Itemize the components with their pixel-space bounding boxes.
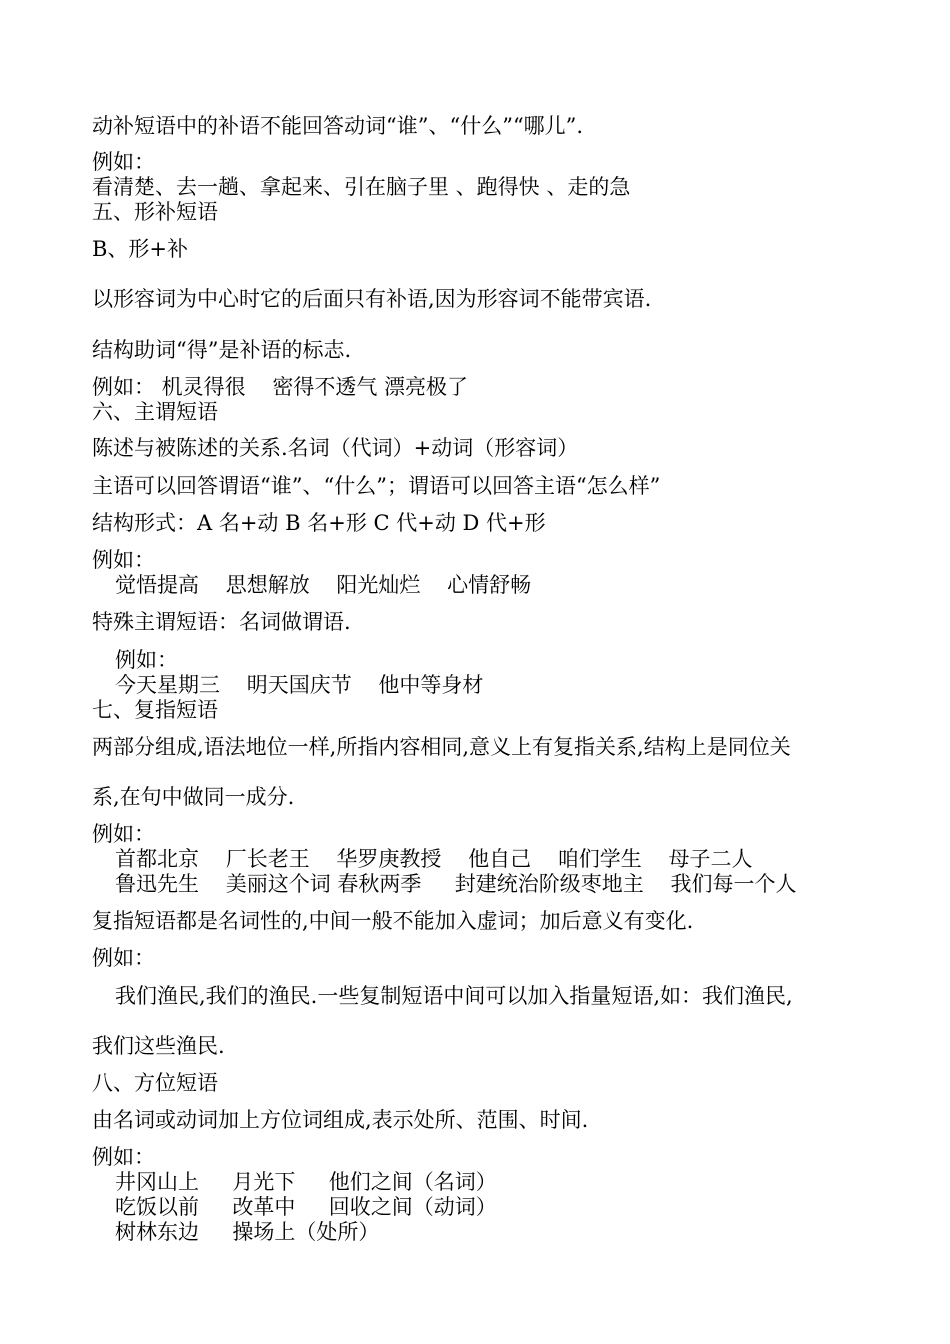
example-line: 鲁迅先生 美丽这个词 春秋两季 封建统治阶级枣地主 我们每一个人 bbox=[115, 872, 797, 896]
example-line: 吃饭以前 改革中 回收之间（动词） bbox=[115, 1195, 497, 1219]
text-line: 以形容词为中心时它的后面只有补语,因为形容词不能带宾语. bbox=[92, 287, 652, 311]
text-line: 结构助词“得”是补语的标志. bbox=[92, 338, 352, 362]
example-line: 井冈山上 月光下 他们之间（名词） bbox=[115, 1170, 497, 1194]
example-label: 例如： bbox=[115, 648, 178, 672]
example-line: 树林东边 操场上（处所） bbox=[115, 1220, 380, 1244]
text-line: 结构形式：A 名+动 B 名+形 C 代+动 D 代+形 bbox=[92, 511, 546, 535]
text-line: 我们这些渔民. bbox=[92, 1034, 225, 1058]
example-label: 例如： bbox=[92, 946, 155, 970]
example-label: 例如： bbox=[92, 1145, 155, 1169]
example-line: 例如： 机灵得很 密得不透气 漂亮极了 bbox=[92, 375, 469, 399]
section-heading: 七、复指短语 bbox=[92, 698, 218, 722]
text-line: 由名词或动词加上方位词组成,表示处所、范围、时间. bbox=[92, 1108, 589, 1132]
example-line: 首都北京 厂长老王 华罗庚教授 他自己 咱们学生 母子二人 bbox=[115, 847, 753, 871]
text-line: 主语可以回答谓语“谁”、“什么”；谓语可以回答主语“怎么样” bbox=[92, 474, 661, 498]
section-heading: 五、形补短语 bbox=[92, 200, 218, 224]
text-line: 系,在句中做同一成分. bbox=[92, 785, 295, 809]
example-label: 例如： bbox=[92, 548, 155, 572]
section-heading: 八、方位短语 bbox=[92, 1071, 218, 1095]
text-line: 动补短语中的补语不能回答动词“谁”、“什么”“哪儿”. bbox=[92, 114, 584, 138]
example-line: 今天星期三 明天国庆节 他中等身材 bbox=[115, 673, 484, 697]
example-label: 例如： bbox=[92, 150, 155, 174]
text-line: 两部分组成,语法地位一样,所指内容相同,意义上有复指关系,结构上是同位关 bbox=[92, 735, 791, 759]
example-line: 看清楚、去一趟、拿起来、引在脑子里 、跑得快 、走的急 bbox=[92, 175, 631, 199]
text-line: 我们渔民,我们的渔民.一些复制短语中间可以加入指量短语,如：我们渔民, bbox=[115, 984, 793, 1008]
subsection-heading: B、形+补 bbox=[92, 237, 189, 261]
text-line: 特殊主谓短语：名词做谓语. bbox=[92, 610, 351, 634]
section-heading: 六、主谓短语 bbox=[92, 400, 218, 424]
example-line: 觉悟提高 思想解放 阳光灿烂 心情舒畅 bbox=[115, 573, 532, 597]
example-label: 例如： bbox=[92, 822, 155, 846]
text-line: 陈述与被陈述的关系.名词（代词）+动词（形容词） bbox=[92, 436, 579, 460]
text-line: 复指短语都是名词性的,中间一般不能加入虚词；加后意义有变化. bbox=[92, 909, 694, 933]
